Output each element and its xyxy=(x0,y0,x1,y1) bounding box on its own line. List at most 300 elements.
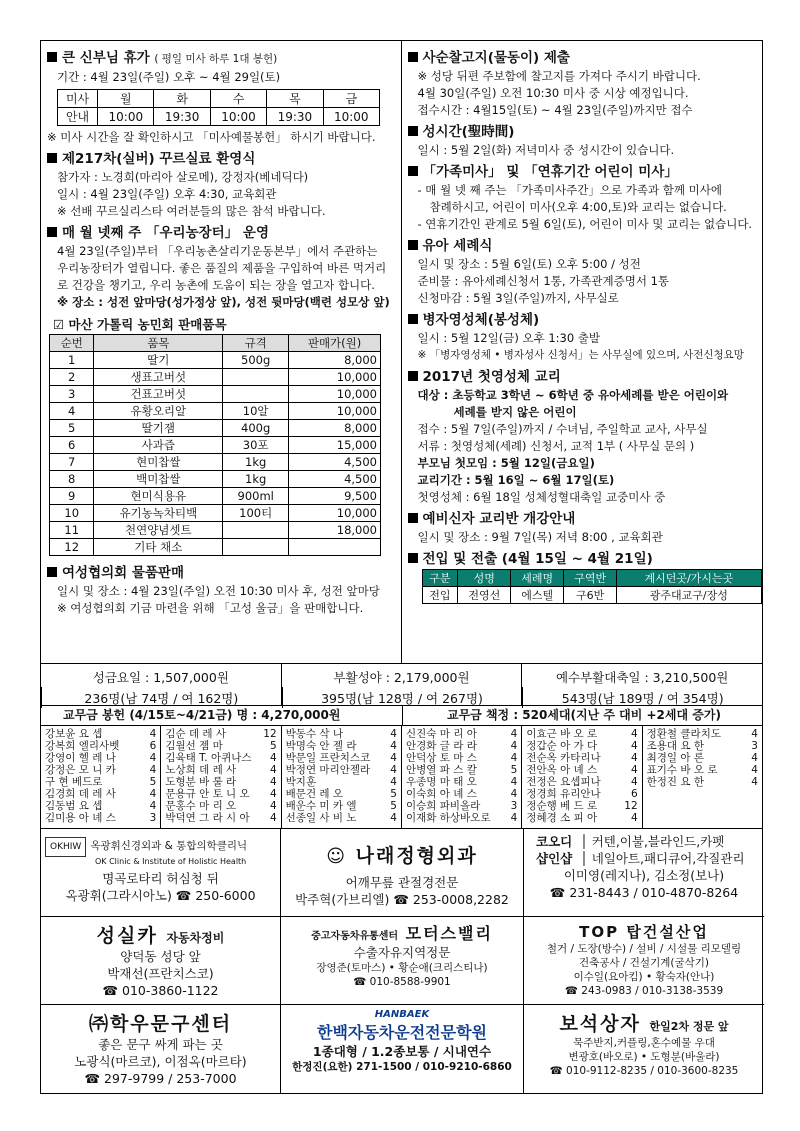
product-cell: 10,000 xyxy=(289,386,381,403)
dues-name: 전정은 요셉피나 xyxy=(526,776,601,788)
dues-entry xyxy=(526,812,637,824)
dues-months: 4 xyxy=(149,800,157,812)
product-cell: 건표고버섯 xyxy=(94,386,223,403)
dues-months: 4 xyxy=(149,728,157,740)
product-cell: 기타 채소 xyxy=(94,539,223,556)
dues-months: 4 xyxy=(630,752,638,764)
dues-entry xyxy=(406,740,517,752)
mass-cell: 안내 xyxy=(58,108,98,126)
product-cell: 현미식용유 xyxy=(94,488,223,505)
dues-name: 전순옥 카타리나 xyxy=(526,752,601,764)
dues-name: 이효근 바 오 로 xyxy=(526,728,598,740)
product-cell: 천연양념셋트 xyxy=(94,522,223,539)
mass-cell: 19:30 xyxy=(154,108,210,126)
communion-line: 첫영성체 : 6월 18일 성체성혈대축일 교중미사 중 xyxy=(417,490,666,504)
baptism-line: 준비물 : 유아세례신청서 1통, 가족관계증명서 1통 xyxy=(417,274,670,288)
dues-months: 4 xyxy=(510,728,518,740)
dues-months: 4 xyxy=(510,776,518,788)
product-cell: 500g xyxy=(223,352,289,369)
dues-right: 교무금 책정 : 520세대(지난 주 대비 +2세대 증가) xyxy=(447,708,721,722)
dues-name: 강영이 헬 레 나 xyxy=(45,752,116,764)
dues-months: 5 xyxy=(149,776,157,788)
right-column xyxy=(402,41,763,663)
stat-cell xyxy=(521,664,762,705)
names-column xyxy=(642,726,762,828)
product-cell: 8 xyxy=(50,471,94,488)
names-column xyxy=(41,726,160,828)
dues-months: 5 xyxy=(269,740,277,752)
communion-line: 접수 : 5월 7일(주일)까지 / 수녀님, 주일학교 교사, 사무실 xyxy=(417,422,708,436)
product-cell: 10,000 xyxy=(289,505,381,522)
product-cell: 6 xyxy=(50,437,94,454)
dues-months: 4 xyxy=(390,812,397,824)
dues-name: 한정진 요 한 xyxy=(646,776,705,788)
dues-entry xyxy=(526,800,637,812)
mass-cell: 수 xyxy=(210,90,266,108)
move-header: 구분 xyxy=(422,570,458,587)
dues-entry xyxy=(286,728,397,740)
dues-name: 표기수 바 오 로 xyxy=(646,764,718,776)
dues-months: 5 xyxy=(510,764,518,776)
dues-months: 3 xyxy=(510,800,518,812)
dues-entry xyxy=(286,776,397,788)
mass-cell: 19:30 xyxy=(267,108,323,126)
communion-line: 서류 : 첫영성체(세례) 신청서, 교적 1부 ( 사무실 문의 ) xyxy=(417,439,695,453)
notices-area xyxy=(40,40,763,664)
dues-entry xyxy=(286,800,397,812)
dues-months: 4 xyxy=(510,752,518,764)
silver-line: 일시 : 4월 23일(주일) 오후 4:30, 교육회관 xyxy=(57,187,277,201)
product-cell: 8,000 xyxy=(289,352,381,369)
market-line: ※ 장소 : 성전 앞마당(성가정상 앞), 성전 뒷마당(백련 성모상 앞) xyxy=(57,295,390,309)
dues-entry xyxy=(286,788,397,800)
product-row xyxy=(50,522,381,539)
dues-names-grid xyxy=(40,726,763,829)
names-column xyxy=(521,726,641,828)
product-cell: 10,000 xyxy=(289,369,381,386)
stat-amount: 성금요일 : 1,507,000원 xyxy=(92,670,229,685)
product-row xyxy=(50,403,381,420)
stat-count: 543명(남 189명 / 여 354명) xyxy=(522,687,762,708)
silver-line: 참가자 : 노경희(마리아 살로메), 강정자(베네딕다) xyxy=(57,170,309,184)
dues-months: 3 xyxy=(751,740,758,752)
dues-name: 박덕연 그 라 시 아 xyxy=(165,812,250,824)
products-table xyxy=(49,334,381,556)
ad-hakwoo[interactable]: ㈜학우문구센터 좋은 문구 싸게 파는 곳 노광식(마르코), 이점옥(마르타) ☎ 297-9799 / 253-7000 xyxy=(41,1005,281,1093)
product-cell: 1 xyxy=(50,352,94,369)
product-cell: 현미찹쌀 xyxy=(94,454,223,471)
product-cell xyxy=(223,386,289,403)
product-cell: 9,500 xyxy=(289,488,381,505)
product-cell xyxy=(223,522,289,539)
dues-entry xyxy=(406,800,517,812)
product-header: 판매가(원) xyxy=(289,335,381,352)
collect-line: ※ 성당 뒤편 주보함에 찰고지를 가져다 주시기 바랍니다. xyxy=(417,69,701,83)
dues-entry xyxy=(45,752,156,764)
product-row xyxy=(50,488,381,505)
dues-months: 4 xyxy=(390,728,397,740)
stat-count: 236명(남 74명 / 여 162명) xyxy=(41,687,281,708)
product-cell: 7 xyxy=(50,454,94,471)
dues-name: 강보윤 요 셉 xyxy=(45,728,103,740)
dues-entry xyxy=(165,812,276,824)
market-title: 매 월 넷째 주 「우리농장터」 운영 xyxy=(47,224,395,243)
mass-cell: 10:00 xyxy=(210,108,266,126)
dues-entry xyxy=(526,788,637,800)
catechumen-line: 일시 및 장소 : 9월 7일(목) 저녁 8:00 , 교육회관 xyxy=(417,530,663,544)
ad-coordi[interactable]: 코오디 │ 커텐,이불,블라인드,카펫 샵인샵 │ 네일아트,패디큐어,각질관리 이미영(레지나), 김소정(보나) ☎ 231-8443 / 010-4870-8264 xyxy=(524,829,764,917)
dues-months: 4 xyxy=(510,788,518,800)
dues-name: 배운수 미 카 엘 xyxy=(285,800,357,812)
product-row xyxy=(50,386,381,403)
ads-grid xyxy=(40,829,763,1094)
dues-months: 4 xyxy=(510,812,518,824)
baptism-line: 일시 및 장소 : 5월 6일(토) 오후 5:00 / 성전 xyxy=(417,257,641,271)
move-header: 구역반 xyxy=(564,570,617,587)
mass-cell: 10:00 xyxy=(323,108,379,126)
product-cell xyxy=(289,539,381,556)
dues-name: 김경희 데 레 사 xyxy=(45,788,116,800)
dues-months: 4 xyxy=(149,788,157,800)
mass-cell: 미사 xyxy=(58,90,98,108)
ad-top-construction[interactable]: TOP 탑건설산업 철거 / 도장(방수) / 설비 / 시설물 리모델링 건축공사 / 건설기계(굴삭기) 이수일(요아킴) • 황숙자(안나) ☎ 243-0983 / 010-3138-3539 xyxy=(524,917,764,1005)
move-cell: 전입 xyxy=(422,587,458,604)
dues-name: 이숙희 아 녜 스 xyxy=(405,788,477,800)
dues-entry xyxy=(406,728,517,740)
dues-entry xyxy=(165,776,276,788)
move-header: 계시던곳/가시는곳 xyxy=(617,570,761,587)
women-line: ※ 여성협의회 기금 마련을 위해 「고성 울금」을 판매합니다. xyxy=(57,601,364,615)
product-header: 품목 xyxy=(94,335,223,352)
dues-entry xyxy=(165,788,276,800)
product-cell: 100티 xyxy=(223,505,289,522)
dues-entry xyxy=(647,740,758,752)
product-cell: 사과즙 xyxy=(94,437,223,454)
hanbaek-logo: HANBAEK xyxy=(374,1009,430,1020)
dues-months: 4 xyxy=(751,728,758,740)
dues-entry xyxy=(406,752,517,764)
dues-months: 12 xyxy=(624,800,638,812)
family-line: - 연휴기간인 관계로 5월 6일(토), 어린이 미사 및 교리는 없습니다. xyxy=(417,217,753,231)
baptism-title: 유아 세례식 xyxy=(408,237,757,256)
dues-months: 5 xyxy=(390,788,397,800)
move-header: 성명 xyxy=(458,570,511,587)
dues-name: 박명숙 안 젤 라 xyxy=(285,740,357,752)
dues-name: 이재화 하상바오로 xyxy=(405,812,491,824)
product-cell: 백미찹쌀 xyxy=(94,471,223,488)
product-row xyxy=(50,369,381,386)
product-row xyxy=(50,539,381,556)
dues-name: 배문건 레 오 xyxy=(285,788,344,800)
dues-name: 안덕상 토 마 스 xyxy=(405,752,477,764)
collect-title: 사순찰고지(물동이) 제출 xyxy=(408,49,757,68)
mass-cell: 목 xyxy=(267,90,323,108)
dues-name: 김육태 T. 아퀴나스 xyxy=(165,752,252,764)
mass-cell: 월 xyxy=(98,90,154,108)
dues-name: 선종일 사 비 노 xyxy=(285,812,357,824)
product-row xyxy=(50,420,381,437)
collect-line: 4월 30일(주일) 오전 10:30 미사 중 시상 예정입니다. xyxy=(417,86,689,100)
dues-months: 4 xyxy=(269,812,277,824)
move-cell: 구6반 xyxy=(564,587,617,604)
ad-motorsvalley[interactable]: 중고자동차유통센터 모터스밸리 수출자유지역정문 장영준(토마스) • 황순애(크리스티나) ☎ 010-8588-9901 xyxy=(281,917,524,1005)
dues-name: 안병열 파 스 칼 xyxy=(405,764,477,776)
dues-name: 정환철 클라치도 xyxy=(646,728,721,740)
holyhour-line: 일시 : 5월 2일(화) 저녁미사 중 성시간이 있습니다. xyxy=(417,143,675,157)
product-row xyxy=(50,437,381,454)
dues-months: 4 xyxy=(390,740,397,752)
vacation-period: 기간 : 4월 23일(주일) 오후 ~ 4월 29일(토) xyxy=(57,70,281,84)
dues-months: 4 xyxy=(751,752,758,764)
dues-name: 강정은 모 니 카 xyxy=(45,764,116,776)
names-column xyxy=(160,726,280,828)
dues-name: 조용대 요 한 xyxy=(646,740,705,752)
dues-name: 최경일 아 론 xyxy=(646,752,705,764)
product-cell: 4,500 xyxy=(289,471,381,488)
market-line: 로 건강을 챙기고, 우리 농촌에 도움이 되는 장을 열고자 합니다. xyxy=(57,278,375,292)
silver-title: 제217차(실버) 꾸르실료 환영식 xyxy=(47,150,395,169)
catechumen-title: 예비신자 교리반 개강안내 xyxy=(408,510,757,529)
dues-entry xyxy=(165,728,276,740)
product-cell: 1kg xyxy=(223,454,289,471)
product-cell: 11 xyxy=(50,522,94,539)
dues-entry xyxy=(286,740,397,752)
product-cell: 유기농녹차티백 xyxy=(94,505,223,522)
family-line: 참례하시고, 어린이 미사(오후 4:00,토)와 교리는 없습니다. xyxy=(429,200,727,214)
market-line: 우리농장터가 열립니다. 좋은 품질의 제품을 구입하여 바른 먹거리 xyxy=(57,261,387,275)
vacation-title: 큰 신부님 휴가 ( 평일 미사 하루 1대 봉헌) xyxy=(47,49,395,69)
communion-line: 교리기간 : 5월 16일 ~ 6월 17일(토) xyxy=(417,473,615,487)
dues-entry xyxy=(647,728,758,740)
stat-amount: 부활성야 : 2,179,000원 xyxy=(333,670,470,685)
dues-entry xyxy=(45,812,156,824)
women-line: 일시 및 장소 : 4월 23일(주일) 오전 10:30 미사 후, 성전 앞마당 xyxy=(57,584,380,598)
dues-entry xyxy=(406,776,517,788)
dues-months: 4 xyxy=(269,776,277,788)
ad-seongsilcar[interactable]: 성실카 자동차정비 양덕동 성당 앞 박재선(프란치스코) ☎ 010-3860-1122 xyxy=(41,917,281,1005)
dues-name: 김동범 요 셉 xyxy=(45,800,103,812)
product-cell: 4 xyxy=(50,403,94,420)
product-cell: 10,000 xyxy=(289,403,381,420)
dues-name: 정갑순 아 가 다 xyxy=(526,740,598,752)
doctor-icon: ☺ xyxy=(326,846,347,867)
dues-months: 6 xyxy=(149,740,157,752)
product-header: 규격 xyxy=(223,335,289,352)
dues-entry xyxy=(406,788,517,800)
left-column xyxy=(41,41,402,663)
move-cell: 광주대교구/장성 xyxy=(617,587,761,604)
dues-name: 전안옥 아 녜 스 xyxy=(526,764,598,776)
stat-cell xyxy=(281,664,522,705)
dues-entry xyxy=(526,752,637,764)
stat-amount: 예수부활대축일 : 3,210,500원 xyxy=(555,670,729,685)
dues-name: 안경화 글 라 라 xyxy=(405,740,477,752)
bulletin-page xyxy=(40,40,763,1094)
dues-months: 4 xyxy=(510,740,518,752)
product-cell: 10알 xyxy=(223,403,289,420)
dues-name: 박지훈 xyxy=(285,776,317,788)
dues-entry xyxy=(165,800,276,812)
dues-entry xyxy=(286,812,397,824)
market-line: 4월 23일(주일)부터 「우리농촌살리기운동본부」에서 주관하는 xyxy=(57,244,378,258)
dues-entry xyxy=(406,764,517,776)
product-cell: 3 xyxy=(50,386,94,403)
dues-months: 5 xyxy=(390,800,397,812)
dues-months: 4 xyxy=(269,752,277,764)
dues-months: 4 xyxy=(630,776,638,788)
dues-months: 4 xyxy=(630,728,638,740)
dues-months: 4 xyxy=(390,764,397,776)
product-cell: 생표고버섯 xyxy=(94,369,223,386)
dues-name: 노상희 데 레 사 xyxy=(165,764,237,776)
product-cell: 9 xyxy=(50,488,94,505)
dues-entry xyxy=(526,728,637,740)
product-cell: 30포 xyxy=(223,437,289,454)
dues-name: 문홍수 마 리 오 xyxy=(165,800,237,812)
dues-name: 문용규 안 토 니 오 xyxy=(165,788,250,800)
dues-name: 박동수 삭 나 xyxy=(285,728,344,740)
family-line: - 매 월 넷 째 주는 「가족미사주간」으로 가족과 함께 미사에 xyxy=(417,183,722,197)
sick-line: ※ 「병자영성체 • 병자성사 신청서」는 사무실에 있으며, 사전신청요망 xyxy=(417,349,744,361)
dues-months: 4 xyxy=(751,764,758,776)
dues-months: 4 xyxy=(630,812,638,824)
dues-entry xyxy=(165,740,276,752)
product-header: 순번 xyxy=(50,335,94,352)
product-cell: 유황오리알 xyxy=(94,403,223,420)
dues-months: 4 xyxy=(751,776,758,788)
product-row xyxy=(50,352,381,369)
dues-months: 12 xyxy=(263,728,277,740)
dues-left: 교무금 봉헌 (4/15토~4/21금) 명 : 4,270,000원 xyxy=(41,706,403,725)
moves-title: 전입 및 전출 (4월 15일 ~ 4월 21일) xyxy=(408,550,757,569)
dues-entry xyxy=(526,776,637,788)
product-cell: 4,500 xyxy=(289,454,381,471)
baptism-line: 신청마감 : 5월 3일(주일)까지, 사무실로 xyxy=(417,291,619,305)
sick-line: 일시 : 5월 12일(금) 오후 1:30 출발 xyxy=(417,331,601,345)
product-cell: 18,000 xyxy=(289,522,381,539)
product-cell: 1kg xyxy=(223,471,289,488)
dues-months: 4 xyxy=(149,752,157,764)
dues-months: 4 xyxy=(630,764,638,776)
collect-line: 접수시간 : 4월15일(토) ~ 4월 23일(주일)까지만 접수 xyxy=(417,103,693,117)
product-cell xyxy=(223,539,289,556)
move-cell: 에스텔 xyxy=(511,587,564,604)
dues-entry xyxy=(45,728,156,740)
product-cell xyxy=(223,369,289,386)
communion-line: 세례를 받지 않은 어린이 xyxy=(453,405,577,419)
stat-count: 395명(남 128명 / 여 267명) xyxy=(282,687,522,708)
dues-entry xyxy=(406,812,517,824)
dues-name: 김월선 젬 마 xyxy=(165,740,223,752)
communion-line: 대상 : 초등학교 3학년 ~ 6학년 중 유아세례를 받은 어린이와 xyxy=(417,388,729,402)
women-title: 여성협의회 물품판매 xyxy=(47,564,395,583)
okhiw-logo: OKHIW xyxy=(45,837,86,857)
dues-name: 강복희 엘리사벳 xyxy=(45,740,120,752)
offering-stats xyxy=(40,664,763,706)
dues-entry xyxy=(526,740,637,752)
dues-months: 4 xyxy=(269,764,277,776)
product-row xyxy=(50,505,381,522)
product-cell: 5 xyxy=(50,420,94,437)
dues-name: 구 현 베드로 xyxy=(45,776,103,788)
dues-entry xyxy=(45,740,156,752)
moves-table xyxy=(422,569,762,604)
dues-entry xyxy=(45,788,156,800)
silver-line: ※ 선배 꾸르실리스타 여러분들의 많은 참석 바랍니다. xyxy=(57,204,326,218)
dues-name: 정경희 유리안나 xyxy=(526,788,601,800)
ad-narae[interactable]: ☺ 나래정형외과 어깨무릎 관절경전문 박주혁(가브리엘) ☎ 253-0008,2282 xyxy=(281,829,524,917)
dues-name: 정순행 베 드 로 xyxy=(526,800,598,812)
product-cell: 딸기잼 xyxy=(94,420,223,437)
product-cell: 12 xyxy=(50,539,94,556)
dues-name: 박정연 마리안젤라 xyxy=(285,764,371,776)
dues-name: 박문일 프란치스코 xyxy=(285,752,371,764)
dues-months: 4 xyxy=(269,788,277,800)
dues-entry xyxy=(647,776,758,788)
product-cell: 10 xyxy=(50,505,94,522)
dues-months: 4 xyxy=(390,776,397,788)
dues-name: 우종명 마 태 오 xyxy=(405,776,477,788)
ad-okhiw[interactable]: OKHIW 옥광휘신경외과 & 통합의학클리닉 OK Clinic & Institute of Holistic Health 명곡로타리 허심청 뒤 옥광휘(그라시아노) ☎ 250-6000 xyxy=(41,829,281,917)
dues-name: 김미용 아 녜 스 xyxy=(45,812,116,824)
product-cell: 2 xyxy=(50,369,94,386)
dues-entry xyxy=(45,800,156,812)
dues-bar xyxy=(40,706,763,726)
names-column xyxy=(401,726,521,828)
dues-name: 김순 데 레 사 xyxy=(165,728,227,740)
family-title: 「가족미사」 및 「연휴기간 어린이 미사」 xyxy=(408,163,757,182)
product-cell: 400g xyxy=(223,420,289,437)
dues-entry xyxy=(647,764,758,776)
dues-months: 4 xyxy=(390,752,397,764)
ad-hanbaek[interactable]: HANBAEK 한백자동차운전전문학원 1종대형 / 1.2종보통 / 시내연수 한정진(요한) 271-1500 / 010-9210-6860 xyxy=(281,1005,524,1093)
mass-cell: 화 xyxy=(154,90,210,108)
dues-name: 도형분 바 룰 라 xyxy=(165,776,237,788)
product-row xyxy=(50,454,381,471)
dues-entry xyxy=(45,776,156,788)
mass-cell: 금 xyxy=(323,90,379,108)
move-header: 세례명 xyxy=(511,570,564,587)
dues-entry xyxy=(165,764,276,776)
move-cell: 전영선 xyxy=(458,587,511,604)
products-title: ☑ 마산 가톨릭 농민회 판매품목 xyxy=(53,317,227,332)
dues-entry xyxy=(45,764,156,776)
vacation-note: ※ 미사 시간을 잘 확인하시고 「미사예물봉헌」 하시기 바랍니다. xyxy=(47,130,376,144)
communion-line: 부모님 첫모임 : 5월 12일(금요일) xyxy=(417,456,595,470)
product-row xyxy=(50,471,381,488)
dues-name: 정혜경 소 피 아 xyxy=(526,812,598,824)
dues-entry xyxy=(286,764,397,776)
dues-months: 4 xyxy=(630,740,638,752)
ad-jewelry[interactable]: 보석상자 한일2차 정문 앞 묵주반지,커플링,혼수예물 우대 변광호(바오로) • 도형분(바울라) ☎ 010-9112-8235 / 010-3600-8235 xyxy=(549,1013,739,1077)
dues-entry xyxy=(526,764,637,776)
dues-name: 이승희 파비올라 xyxy=(405,800,481,812)
dues-entry xyxy=(165,752,276,764)
mass-cell: 10:00 xyxy=(98,108,154,126)
product-cell: 900ml xyxy=(223,488,289,505)
names-column xyxy=(281,726,401,828)
dues-months: 4 xyxy=(149,764,157,776)
mass-schedule-table xyxy=(57,89,380,126)
product-cell: 15,000 xyxy=(289,437,381,454)
sick-title: 병자영성체(봉성체) xyxy=(408,311,757,330)
product-cell: 딸기 xyxy=(94,352,223,369)
product-cell: 8,000 xyxy=(289,420,381,437)
dues-months: 4 xyxy=(269,800,277,812)
dues-months: 3 xyxy=(149,812,157,824)
dues-entry xyxy=(286,752,397,764)
dues-entry xyxy=(647,752,758,764)
